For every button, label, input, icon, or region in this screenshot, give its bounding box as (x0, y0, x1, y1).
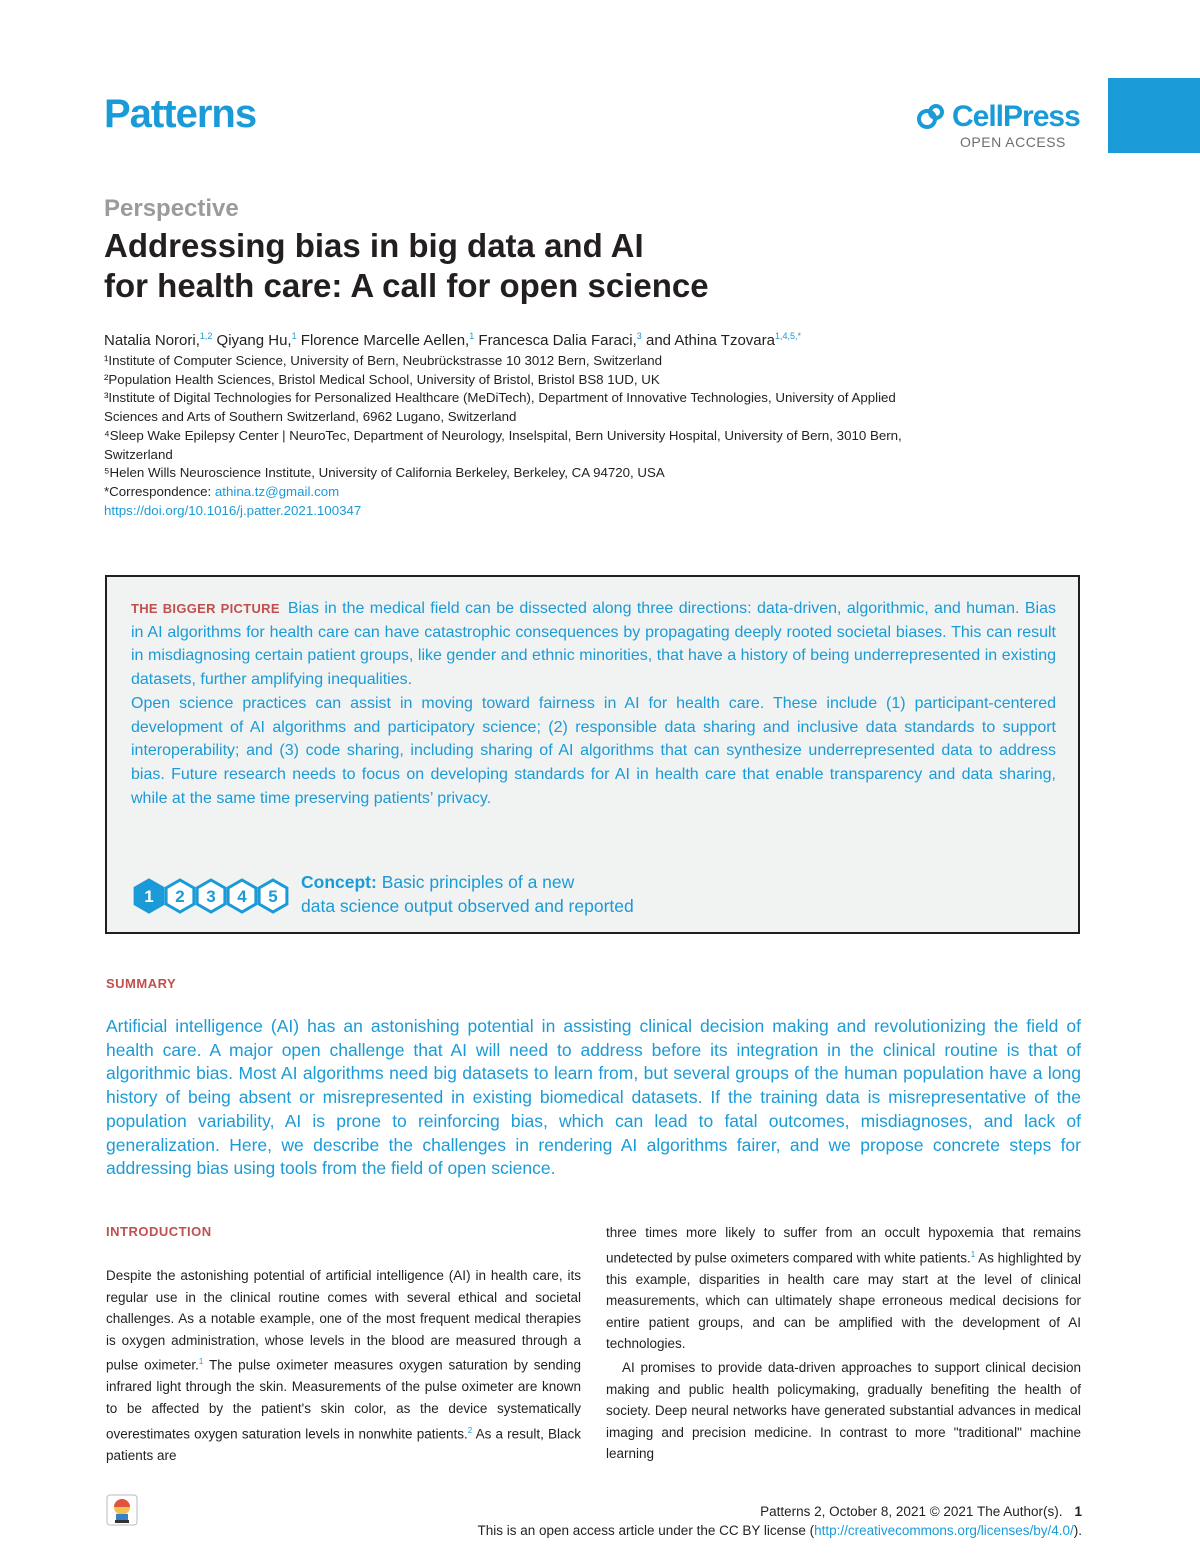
article-title (104, 226, 1104, 306)
open-access-label: OPEN ACCESS (960, 134, 1066, 150)
author: Qiyang Hu, (212, 332, 292, 349)
affiliation: ¹Institute of Computer Science, University of Bern, Neubrückstrasse 10 3012 Bern, Switzerland (104, 353, 662, 368)
affiliation: ⁵Helen Wills Neuroscience Institute, University of California Berkeley, Berkeley, CA 94720, USA (104, 465, 665, 481)
paragraph: three times more likely to suffer from an occult hypoxemia that remains undetected by pulse oximeters compared with white patients.$^1$ As highlighted by this example, disparities in health care may start at the level of clinical measurements, which can ultimately shape erroneous medical decisions for entire patient groups, and can be amplified with the development of AI technologies. (606, 1225, 1082, 1352)
check-for-updates-icon[interactable] (106, 1494, 138, 1526)
page-number: 1 (1074, 1504, 1082, 1519)
affiliation: ²Population Health Sciences, Bristol Medical School, University of Bristol, Bristol BS8 1UD, UK (104, 371, 660, 387)
correspondence (104, 483, 1064, 502)
journal-name: Patterns (104, 92, 257, 136)
affiliation: ³Institute of Digital Technologies for Personalized Healthcare (MeDiTech), Department of Innovative Technologies, University of Applied (104, 390, 896, 406)
title-line-2: for health care: A call for open science (104, 267, 709, 304)
author-affiliation-ref[interactable]: 1,2 (199, 331, 213, 341)
paragraph: AI promises to provide data-driven approaches to support clinical decision making and public health policymaking, gradually benefiting the health of society. Deep neural networks have generated substantial advances in medical imaging and precision medicine. In contrast to more "traditional" machine learning (606, 1360, 1081, 1462)
paragraph: Despite the astonishing potential of artificial intelligence (AI) in health care, its regular use in the clinical routine comes with several ethical and societal challenges. As a notable example, one of the most frequent medical therapies is oxygen administration, whose levels in the blood are measured through a pulse oximeter.$^1$ The pulse oximeter measures oxygen saturation by sending infrared light through the skin. Measurements of the pulse oximeter are known to be affected by the patient's skin color, as the device systematically overestimates oxygen saturation levels in nonwhite patients.$^2$ As a result, Black patients are (106, 1268, 582, 1463)
maturity-level-hexagons (131, 877, 301, 915)
publisher-logo (916, 100, 1080, 134)
citation-link[interactable]: 1 (198, 1357, 204, 1367)
affiliation: Switzerland (104, 446, 173, 462)
maturity-level-label: 3 (206, 887, 216, 906)
doi-link[interactable]: https://doi.org/10.1016/j.patter.2021.100347 (104, 502, 362, 518)
author-affiliation-ref[interactable]: 1,4,5,* (774, 331, 801, 341)
license-line: This is an open access article under the CC BY license (http://creativecommons.org/licenses/by/4.0/). (477, 1523, 1082, 1538)
concept-heading: Concept: (301, 872, 377, 892)
author: Francesca Dalia Faraci, (474, 332, 637, 349)
correspondence-email-link[interactable]: athina.tz@gmail.com (214, 483, 340, 499)
concept-label: Concept: Basic principles of a new data science output observed and reported (301, 872, 634, 916)
cellpress-icon (916, 102, 946, 132)
bigger-picture-para-2: Open science practices can assist in moving toward fairness in AI for health care. These include (1) participant-centered development of AI algorithms and participatory science; (2) responsible data sharing and inclusive data standards to support interoperability; and (3) code sharing, including sharing of AI algorithms that can synthesize underrepresented data to address bias. Future research needs to focus on developing standards for AI in health care that enable transparency and data sharing, while at the same time preserving patients’ privacy. (131, 694, 1056, 807)
author: Florence Marcelle Aellen, (296, 332, 470, 349)
citation-text: Patterns 2, October 8, 2021 © 2021 The Author(s). (760, 1504, 1063, 1519)
affiliation: Sciences and Arts of Southern Switzerland, 6962 Lugano, Switzerland (104, 409, 517, 425)
correspondence-label: *Correspondence: (104, 483, 215, 499)
body-column-left (106, 1265, 581, 1466)
maturity-level-label: 4 (237, 887, 247, 906)
affiliations (104, 352, 1064, 520)
bigger-picture-heading: THE BIGGER PICTURE (131, 601, 280, 616)
citation-link[interactable]: 2 (467, 1425, 473, 1435)
publisher-name: CellPress (952, 100, 1080, 133)
author-affiliation-ref[interactable]: 1 (291, 331, 297, 341)
bigger-picture-para-1: THE BIGGER PICTURE Bias in the medical field can be dissected along three directions: data-driven, algorithmic, and human. Bias in AI algorithms for health care can have catastrophic consequences by propagating deeply rooted societal biases. This can result in misdiagnosing certain patient groups, like gender and ethnic minorities, that have a history of being underrepresented in existing datasets, further amplifying inequalities. (131, 600, 1056, 689)
introduction-heading: INTRODUCTION (106, 1224, 212, 1239)
license-link[interactable]: http://creativecommons.org/licenses/by/4.0/ (814, 1523, 1074, 1538)
article-type: Perspective (104, 195, 239, 222)
body-column-right (606, 1222, 1081, 1465)
author-list (104, 331, 801, 349)
maturity-level-label: 5 (268, 887, 278, 906)
affiliation: ⁴Sleep Wake Epilepsy Center | NeuroTec, Department of Neurology, Inselspital, Bern University Hospital, University of Bern, 3010 Bern, (104, 427, 902, 443)
summary-heading: SUMMARY (106, 976, 177, 991)
summary-text: Artificial intelligence (AI) has an astonishing potential in assisting clinical decision making and revolutionizing the field of health care. A major open challenge that AI will need to address before its integration in the clinical routine is that of algorithmic bias. Most AI algorithms need big datasets to learn from, but several groups of the human population have a long history of being absent or misrepresented in existing biomedical datasets. If the training data is misrepresentative of the population variability, AI is prone to reinforcing bias, which can lead to fatal outcomes, misdiagnoses, and lack of generalization. Here, we describe the challenges in rendering AI algorithms fairer, and we propose concrete steps for addressing bias using tools from the field of open science. (106, 1016, 1081, 1179)
maturity-level-label: 1 (144, 887, 154, 906)
author-affiliation-ref[interactable]: 3 (636, 331, 642, 341)
citation-line (760, 1504, 1082, 1519)
maturity-level-label: 2 (175, 887, 185, 906)
citation-link[interactable]: 1 (970, 1249, 976, 1259)
author-affiliation-ref[interactable]: 1 (469, 331, 475, 341)
author: and Athina Tzovara (641, 332, 775, 349)
title-line-1: Addressing bias in big data and AI (104, 227, 644, 264)
journal-color-tab (1108, 78, 1200, 153)
bigger-picture-text (131, 597, 1056, 810)
author: Natalia Norori, (104, 332, 200, 349)
